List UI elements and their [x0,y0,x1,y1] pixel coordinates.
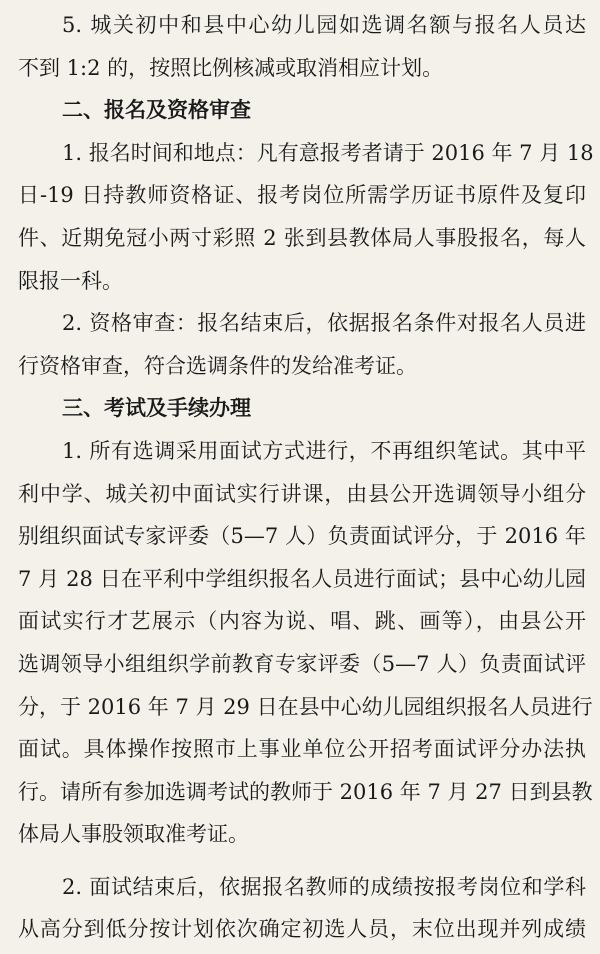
paragraph-line: 限报一科。 [18,268,123,293]
paragraph-line: 选调领导小组组织学前教育专家评委（5—7 人）负责面试评 [18,651,586,676]
paragraph-line: 日-19 日持教师资格证、报考岗位所需学历证书原件及复印 [18,183,586,208]
paragraph-line: 2. 面试结束后，依据报名教师的成绩按报考岗位和学科 [62,874,586,899]
paragraph-line: 从高分到低分按计划依次确定初选人员，末位出现并列成绩 [18,917,586,942]
paragraph-line: 体局人事股领取准考证。 [18,822,249,847]
section-heading: 二、报名及资格审查 [62,97,251,123]
paragraph-line: 面试实行才艺展示（内容为说、唱、跳、画等），由县公开 [18,609,586,634]
paragraph-line: 2. 资格审查：报名结束后，依据报名条件对报名人员进 [62,311,586,336]
paragraph-line: 利中学、城关初中面试实行讲课，由县公开选调领导小组分 [18,481,586,506]
paragraph-line: 分，于 2016 年 7 月 29 日在县中心幼儿园组织报名人员进行 [18,694,593,719]
paragraph-line: 1. 所有选调采用面试方式进行，不再组织笔试。其中平 [62,438,586,463]
paragraph-line: 5. 城关初中和县中心幼儿园如选调名额与报名人员达 [62,13,586,37]
paragraph-line: 行。请所有参加选调考试的教师于 2016 年 7 月 27 日到县教 [18,779,593,804]
paragraph-line: 不到 1:2 的，按照比例核减或取消相应计划。 [18,55,444,80]
section-heading: 三、考试及手续办理 [62,395,251,421]
paragraph-line: 行资格审查，符合选调条件的发给准考证。 [18,353,417,378]
paragraph-line: 7 月 28 日在平利中学组织报名人员进行面试；县中心幼儿园 [18,566,586,591]
paragraph-line: 1. 报名时间和地点：凡有意报考者请于 2016 年 7 月 18 [62,140,594,165]
paragraph-line: 别组织面试专家评委（5—7 人）负责面试评分，于 2016 年 [18,524,586,549]
paragraph-line: 件、近期免冠小两寸彩照 2 张到县教体局人事股报名，每人 [18,225,586,250]
paragraph-line: 面试。具体操作按照市上事业单位公开招考面试评分办法执 [18,737,586,762]
